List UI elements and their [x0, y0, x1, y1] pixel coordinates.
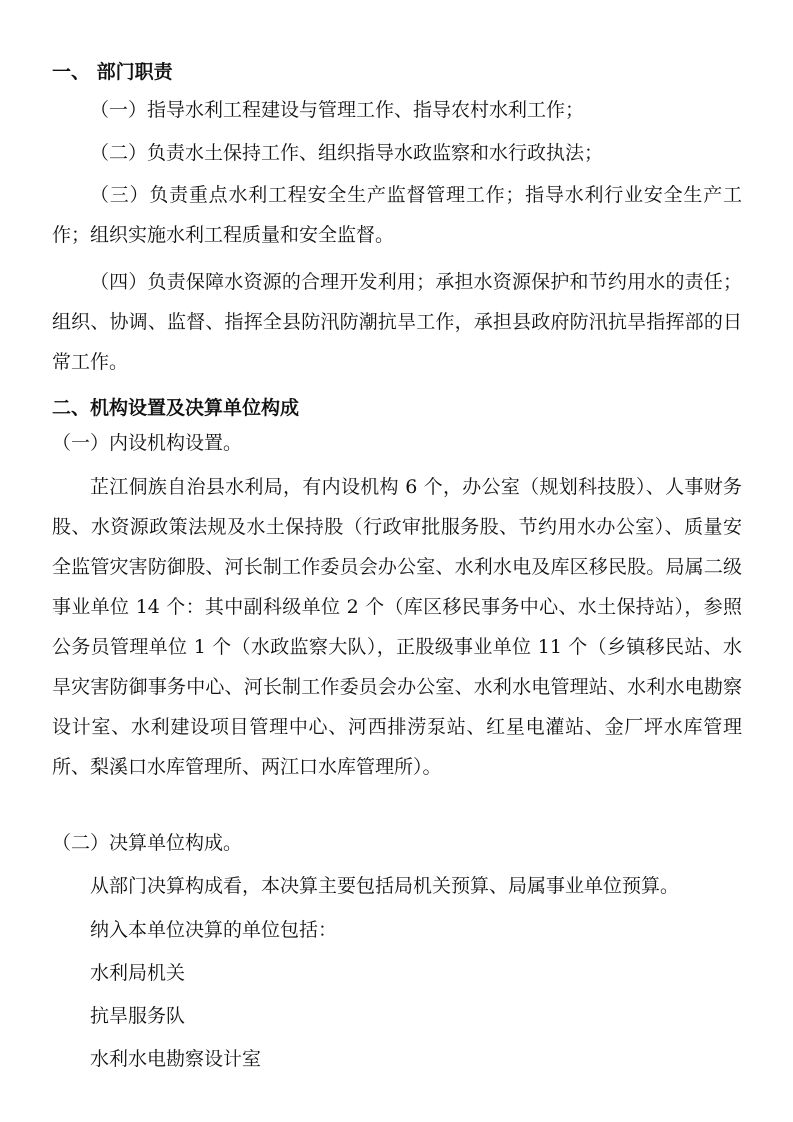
org-structure-paragraph: 芷江侗族自治县水利局，有内设机构 6 个，办公室（规划科技股）、人事财务股、水资源政策法规及水土保持股（行政审批服务股、节约用水办公室）、质量安全监管灾害防御股、河长制工作委员会办公室、水利水电及库区移民股。局属二级事业单位 14 个：其中副科级单位 2 个（库区移民事务中心、水土保持站），参照公务员管理单位 1 个（水政监察大队），正股级事业单位 11 个（乡镇移民站、水旱灾害防御事务中心、河长制工作委员会办公室、水利水电管理站、水利水电勘察设计室、水利建设项目管理中心、河西排涝泵站、红星电灌站、金厂坪水库管理所、梨溪口水库管理所、两江口水库管理所）。 [52, 476, 742, 778]
duty-item-2: （二）负责水土保持工作、组织指导水政监察和水行政执法； [90, 142, 604, 164]
subsection-1-title: （一）内设机构设置。 [52, 432, 243, 454]
included-unit-item: 抗旱服务队 [90, 1005, 186, 1027]
section-2-heading: 二、机构设置及决算单位构成 [52, 397, 300, 419]
subsection-2-title: （二）决算单位构成。 [52, 832, 243, 854]
included-units-intro: 纳入本单位决算的单位包括： [90, 919, 338, 941]
duty-item-3: （三）负责重点水利工程安全生产监督管理工作；指导水利行业安全生产工作；组织实施水利工程质量和安全监督。 [52, 184, 742, 246]
included-unit-item: 水利水电勘察设计室 [90, 1048, 262, 1070]
section-1-heading: 一、 部门职责 [52, 61, 173, 83]
budget-composition-paragraph: 从部门决算构成看，本决算主要包括局机关预算、局属事业单位预算。 [90, 875, 680, 897]
duty-item-4: （四）负责保障水资源的合理开发利用；承担水资源保护和节约用水的责任；组织、协调、监督、指挥全县防汛防潮抗旱工作，承担县政府防汛抗旱指挥部的日常工作。 [52, 271, 742, 373]
included-unit-item: 水利局机关 [90, 962, 186, 984]
duty-item-1: （一）指导水利工程建设与管理工作、指导农村水利工作； [90, 99, 585, 121]
